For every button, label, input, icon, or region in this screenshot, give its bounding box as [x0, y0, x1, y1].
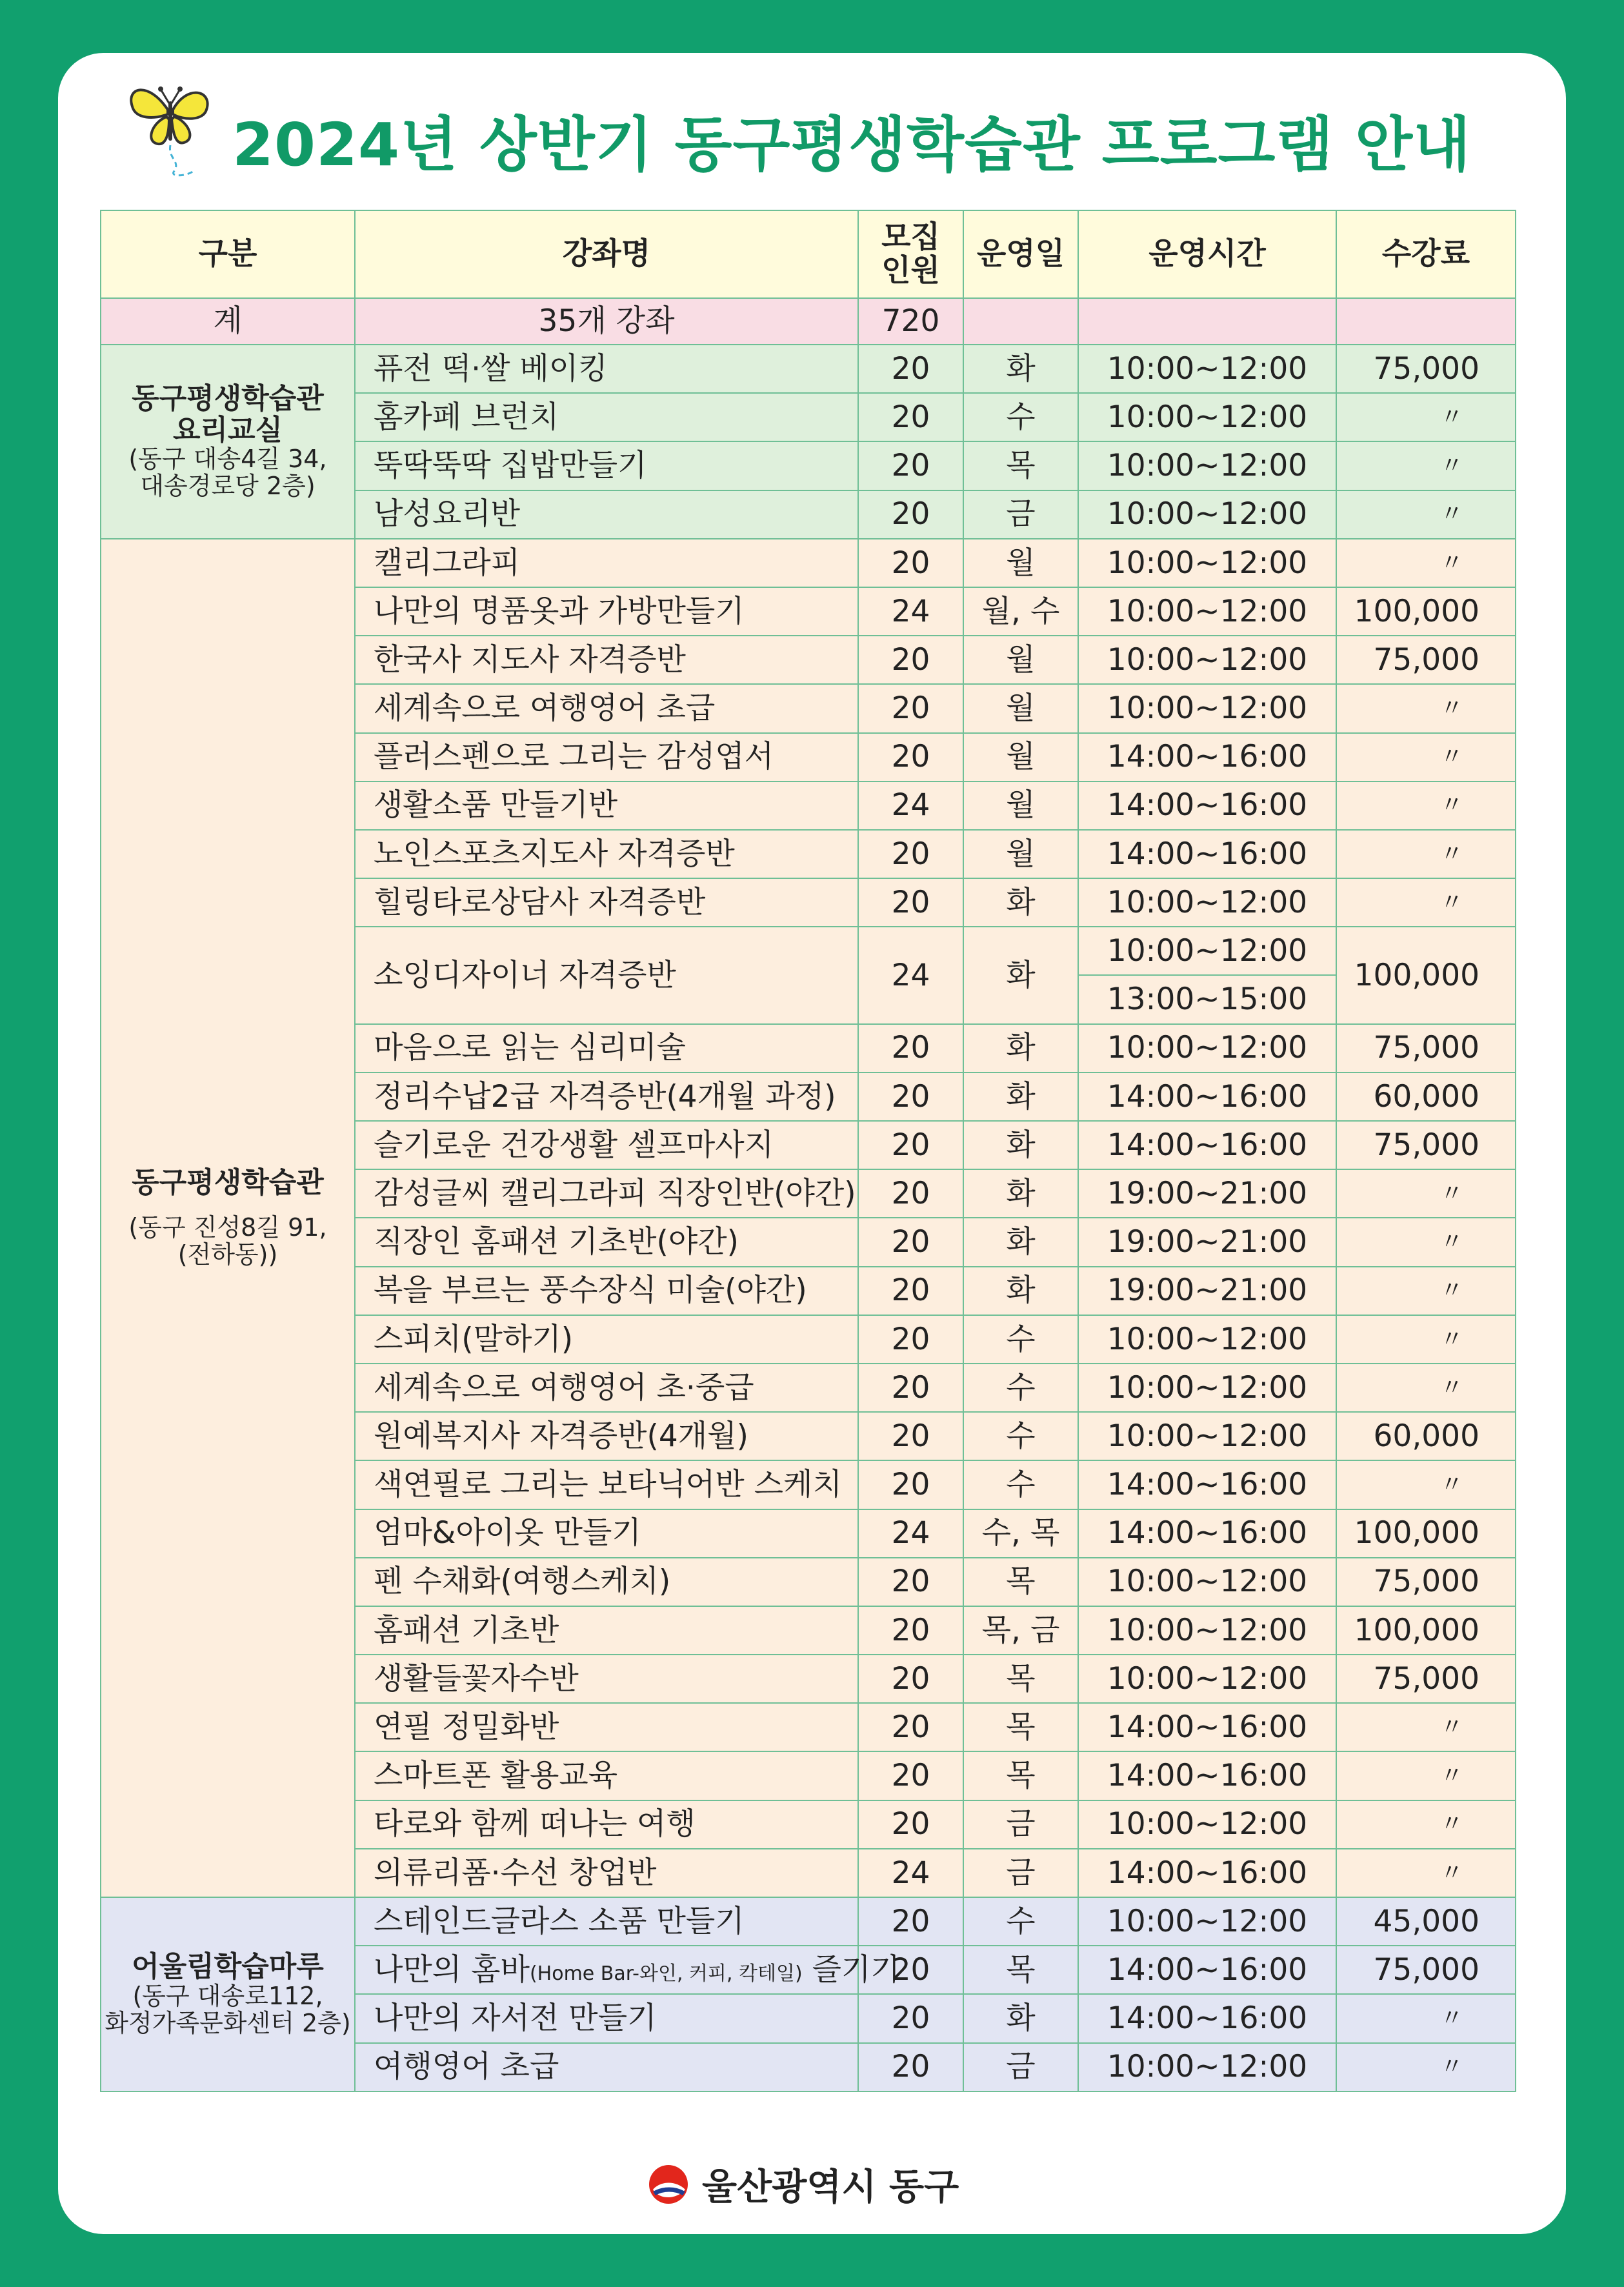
- capacity-cell: 20: [858, 733, 963, 781]
- course-title: 생활들꽃자수반: [374, 1660, 579, 1697]
- course-title: 슬기로운 건강생활 셀프마사지: [374, 1127, 774, 1163]
- fee-cell: 60,000: [1336, 1412, 1516, 1460]
- capacity-cell: 20: [858, 1703, 963, 1751]
- category-address-line2: (전하동)): [177, 1240, 278, 1269]
- course-title: 연필 정밀화반: [374, 1709, 559, 1745]
- capacity-cell: 20: [858, 1364, 963, 1412]
- day-cell: 화: [963, 345, 1078, 393]
- fee-cell: 〃: [1336, 1994, 1516, 2042]
- time-cell: 10:00~12:00: [1078, 1412, 1336, 1460]
- spacer: [101, 1199, 354, 1214]
- fee-cell: 100,000: [1336, 927, 1516, 1023]
- fee-cell: 100,000: [1336, 1606, 1516, 1655]
- capacity-cell: 20: [858, 1655, 963, 1703]
- course-name: [355, 1849, 858, 1897]
- fee-cell: 75,000: [1336, 1946, 1516, 1994]
- time-cell: 10:00~12:00: [1078, 587, 1336, 636]
- day-cell: 금: [963, 2043, 1078, 2091]
- time-cell: 10:00~12:00: [1078, 539, 1336, 587]
- day-cell: 목: [963, 1558, 1078, 1606]
- total-empty-day: [963, 298, 1078, 345]
- time-cell: 19:00~21:00: [1078, 1267, 1336, 1315]
- fee-cell: 75,000: [1336, 1558, 1516, 1606]
- category-cell: [101, 345, 355, 539]
- course-title: 스테인드글라스 소품 만들기: [374, 1903, 745, 1939]
- fee-cell: 〃: [1336, 539, 1516, 587]
- course-note: (Home Bar-와인, 커피, 칵테일): [529, 1962, 803, 1985]
- category-name: 동구평생학습관: [132, 382, 324, 416]
- course-name: [355, 1267, 858, 1315]
- capacity-cell: 24: [858, 1509, 963, 1558]
- course-title: 소잉디자이너 자격증반: [374, 957, 676, 993]
- total-empty-fee: [1336, 298, 1516, 345]
- capacity-cell: 20: [858, 345, 963, 393]
- course-title: 복을 부르는 풍수장식 미술(야간): [374, 1273, 807, 1309]
- course-title: 세계속으로 여행영어 초·중급: [374, 1369, 754, 1405]
- course-title: 색연필로 그리는 보타닉어반 스케치: [374, 1467, 842, 1503]
- day-cell: 목: [963, 441, 1078, 490]
- course-name: [355, 830, 858, 878]
- day-cell: 수, 목: [963, 1509, 1078, 1558]
- course-name: [355, 345, 858, 393]
- course-title: 홈패션 기초반: [374, 1612, 559, 1648]
- footer: [645, 2155, 1032, 2213]
- fee-cell: 75,000: [1336, 1121, 1516, 1169]
- table-row: [101, 1897, 1516, 1946]
- course-title-tail: 즐기기: [802, 1951, 900, 1988]
- fee-cell: 〃: [1336, 1169, 1516, 1218]
- course-title: 노인스포츠지도사 자격증반: [374, 836, 735, 872]
- fee-cell: 〃: [1336, 1751, 1516, 1800]
- capacity-cell: 20: [858, 1218, 963, 1266]
- course-title: 캘리그라피: [374, 545, 521, 581]
- course-name: [355, 2043, 858, 2091]
- day-cell: 월: [963, 684, 1078, 732]
- fee-cell: 75,000: [1336, 1024, 1516, 1073]
- day-cell: 화: [963, 927, 1078, 1023]
- total-row: [101, 298, 1516, 345]
- capacity-cell: 20: [858, 1897, 963, 1946]
- time-cell: 14:00~16:00: [1078, 1751, 1336, 1800]
- capacity-cell: 20: [858, 1606, 963, 1655]
- day-cell: 수: [963, 1897, 1078, 1946]
- course-name: [355, 1655, 858, 1703]
- header-capacity: [858, 210, 963, 298]
- time-cell: 10:00~12:00: [1078, 1364, 1336, 1412]
- course-title: 의류리폼·수선 창업반: [374, 1855, 657, 1891]
- capacity-cell: 20: [858, 1800, 963, 1849]
- category-name: 어울림학습마루: [132, 1950, 324, 1984]
- time-cell: 14:00~16:00: [1078, 1994, 1336, 2042]
- capacity-cell: 20: [858, 684, 963, 732]
- category-cell: [101, 539, 355, 1897]
- course-title: 직장인 홈패션 기초반(야간): [374, 1224, 739, 1260]
- header-course: 강좌명: [355, 210, 858, 298]
- fee-cell: 60,000: [1336, 1073, 1516, 1121]
- total-empty-time: [1078, 298, 1336, 345]
- course-name: [355, 393, 858, 441]
- time-cell: 10:00~12:00: [1078, 441, 1336, 490]
- time-cell: 10:00~12:00: [1078, 490, 1336, 539]
- time-cell: 10:00~12:00: [1078, 393, 1336, 441]
- fee-cell: 〃: [1336, 781, 1516, 830]
- day-cell: 화: [963, 1994, 1078, 2042]
- capacity-cell: 20: [858, 1946, 963, 1994]
- day-cell: 화: [963, 1024, 1078, 1073]
- course-name: [355, 1073, 858, 1121]
- day-cell: 월: [963, 830, 1078, 878]
- page-title: 2024년 상반기 동구평생학습관 프로그램 안내: [232, 110, 1471, 179]
- course-title: 마음으로 읽는 심리미술: [374, 1030, 686, 1066]
- total-label: 계: [101, 298, 355, 345]
- fee-cell: 〃: [1336, 1703, 1516, 1751]
- course-name: [355, 1509, 858, 1558]
- course-title: 생활소품 만들기반: [374, 787, 618, 823]
- course-title: 스마트폰 활용교육: [374, 1758, 618, 1794]
- fee-cell: 45,000: [1336, 1897, 1516, 1946]
- category-address: (동구 진성8길 91,: [128, 1213, 327, 1242]
- header-capacity-line2: 인원: [881, 253, 940, 288]
- course-name: [355, 733, 858, 781]
- time-cell: 14:00~16:00: [1078, 1460, 1336, 1509]
- day-cell: 수: [963, 1364, 1078, 1412]
- time-cell: 14:00~16:00: [1078, 830, 1336, 878]
- footer-org: 울산광역시 동구: [702, 2166, 959, 2208]
- course-title: 나만의 홈바: [374, 1951, 530, 1988]
- category-address: (동구 대송4길 34,: [128, 444, 327, 473]
- day-cell: 월: [963, 539, 1078, 587]
- course-name: [355, 1121, 858, 1169]
- day-cell: 월: [963, 733, 1078, 781]
- course-name: [355, 1703, 858, 1751]
- fee-cell: 〃: [1336, 2043, 1516, 2091]
- fee-cell: 〃: [1336, 830, 1516, 878]
- category-cell: [101, 1897, 355, 2091]
- capacity-cell: 20: [858, 830, 963, 878]
- course-title: 정리수납2급 자격증반(4개월 과정): [374, 1078, 836, 1114]
- course-name: [355, 539, 858, 587]
- category-address-line2: 대송경로당 2층): [140, 471, 316, 500]
- course-name: [355, 878, 858, 927]
- course-title: 퓨전 떡·쌀 베이킹: [374, 350, 608, 387]
- day-cell: 목: [963, 1751, 1078, 1800]
- day-cell: 수: [963, 1412, 1078, 1460]
- time-cell: 14:00~16:00: [1078, 1121, 1336, 1169]
- fee-cell: 〃: [1336, 441, 1516, 490]
- course-title: 엄마&아이옷 만들기: [374, 1515, 641, 1551]
- capacity-cell: 20: [858, 1169, 963, 1218]
- course-name: [355, 1558, 858, 1606]
- header-fee: 수강료: [1336, 210, 1516, 298]
- course-name: [355, 927, 858, 1023]
- capacity-cell: 20: [858, 1024, 963, 1073]
- time-cell: 10:00~12:00: [1078, 636, 1336, 684]
- day-cell: 화: [963, 1218, 1078, 1266]
- day-cell: 수: [963, 393, 1078, 441]
- capacity-cell: 20: [858, 1267, 963, 1315]
- course-title: 홈카페 브런치: [374, 399, 559, 435]
- time-cell: 10:00~12:00: [1078, 1024, 1336, 1073]
- fee-cell: 〃: [1336, 1218, 1516, 1266]
- time-cell: 14:00~16:00: [1078, 1509, 1336, 1558]
- fee-cell: 75,000: [1336, 1655, 1516, 1703]
- fee-cell: 100,000: [1336, 587, 1516, 636]
- capacity-cell: 20: [858, 1460, 963, 1509]
- day-cell: 목, 금: [963, 1606, 1078, 1655]
- day-cell: 목: [963, 1655, 1078, 1703]
- capacity-cell: 20: [858, 393, 963, 441]
- time-cell: 10:00~12:00: [1078, 684, 1336, 732]
- fee-cell: 〃: [1336, 733, 1516, 781]
- course-name: [355, 587, 858, 636]
- capacity-cell: 20: [858, 1121, 963, 1169]
- time-cell: 19:00~21:00: [1078, 1218, 1336, 1266]
- course-name: [355, 1024, 858, 1073]
- fee-cell: 〃: [1336, 1267, 1516, 1315]
- day-cell: 화: [963, 1267, 1078, 1315]
- fee-cell: 〃: [1336, 878, 1516, 927]
- day-cell: 화: [963, 1073, 1078, 1121]
- capacity-cell: 24: [858, 587, 963, 636]
- table-header-row: [101, 210, 1516, 298]
- day-cell: 금: [963, 490, 1078, 539]
- course-title: 힐링타로상담사 자격증반: [374, 884, 706, 920]
- time-cell: 14:00~16:00: [1078, 781, 1336, 830]
- course-name: [355, 1800, 858, 1849]
- day-cell: 월: [963, 636, 1078, 684]
- course-title: 남성요리반: [374, 496, 521, 532]
- butterfly-icon: [123, 74, 219, 177]
- course-name: [355, 781, 858, 830]
- time-cell: 10:00~12:00: [1078, 1800, 1336, 1849]
- fee-cell: 100,000: [1336, 1509, 1516, 1558]
- time-cell: 10:00~12:00: [1078, 345, 1336, 393]
- day-cell: 화: [963, 1169, 1078, 1218]
- course-name: [355, 1169, 858, 1218]
- course-name: [355, 1315, 858, 1364]
- capacity-cell: 20: [858, 1315, 963, 1364]
- table-row: [101, 345, 1516, 393]
- course-name: [355, 1460, 858, 1509]
- course-title: 감성글씨 캘리그라피 직장인반(야간): [374, 1175, 856, 1211]
- course-name: [355, 636, 858, 684]
- day-cell: 목: [963, 1703, 1078, 1751]
- course-name: [355, 441, 858, 490]
- header-category: 구분: [101, 210, 355, 298]
- capacity-cell: 20: [858, 1994, 963, 2042]
- capacity-cell: 24: [858, 781, 963, 830]
- day-cell: 화: [963, 1121, 1078, 1169]
- fee-cell: 〃: [1336, 490, 1516, 539]
- capacity-cell: 20: [858, 1073, 963, 1121]
- capacity-cell: 20: [858, 1412, 963, 1460]
- time-cell: 14:00~16:00: [1078, 1849, 1336, 1897]
- capacity-cell: 20: [858, 441, 963, 490]
- time-cell: 10:00~12:00: [1078, 1606, 1336, 1655]
- course-title: 스피치(말하기): [374, 1321, 574, 1357]
- course-title: 세계속으로 여행영어 초급: [374, 690, 716, 727]
- capacity-cell: 20: [858, 1751, 963, 1800]
- course-name: [355, 1364, 858, 1412]
- course-title: 여행영어 초급: [374, 2049, 559, 2085]
- total-capacity: 720: [858, 298, 963, 345]
- fee-cell: 75,000: [1336, 345, 1516, 393]
- day-cell: 수: [963, 1315, 1078, 1364]
- course-name: [355, 490, 858, 539]
- course-title: 나만의 명품옷과 가방만들기: [374, 593, 745, 629]
- fee-cell: 75,000: [1336, 636, 1516, 684]
- course-name: [355, 1946, 900, 1994]
- course-name: [355, 1606, 858, 1655]
- capacity-cell: 20: [858, 878, 963, 927]
- course-title: 펜 수채화(여행스케치): [374, 1564, 671, 1600]
- program-table: [100, 210, 1516, 2092]
- time-cell-second: 13:00~15:00: [1078, 975, 1336, 1023]
- day-cell: 화: [963, 878, 1078, 927]
- capacity-cell: 20: [858, 490, 963, 539]
- fee-cell: 〃: [1336, 1800, 1516, 1849]
- capacity-cell: 20: [858, 539, 963, 587]
- capacity-cell: 20: [858, 1558, 963, 1606]
- day-cell: 수: [963, 1460, 1078, 1509]
- course-title: 뚝딱뚝딱 집밥만들기: [374, 448, 647, 484]
- time-cell: 10:00~12:00: [1078, 2043, 1336, 2091]
- day-cell: 금: [963, 1800, 1078, 1849]
- category-name: 동구평생학습관: [132, 1166, 324, 1200]
- course-title: 타로와 함께 떠나는 여행: [374, 1806, 696, 1842]
- category-address-line2: 화정가족문화센터 2층): [105, 2008, 351, 2037]
- time-cell: 14:00~16:00: [1078, 733, 1336, 781]
- category-name-line2: 요리교실: [172, 413, 283, 447]
- capacity-cell: 20: [858, 2043, 963, 2091]
- course-title: 한국사 지도사 자격증반: [374, 641, 686, 678]
- time-cell: 14:00~16:00: [1078, 1703, 1336, 1751]
- fee-cell: 〃: [1336, 684, 1516, 732]
- time-cell: 10:00~12:00: [1078, 878, 1336, 927]
- fee-cell: 〃: [1336, 1849, 1516, 1897]
- day-cell: 목: [963, 1946, 1078, 1994]
- fee-cell: 〃: [1336, 393, 1516, 441]
- time-cell: 10:00~12:00: [1078, 1655, 1336, 1703]
- course-name: [355, 1412, 858, 1460]
- table-row: [101, 539, 1516, 587]
- capacity-cell: 24: [858, 1849, 963, 1897]
- fee-cell: 〃: [1336, 1364, 1516, 1412]
- time-cell: 10:00~12:00: [1078, 1558, 1336, 1606]
- time-cell: 10:00~12:00: [1078, 1315, 1336, 1364]
- time-cell: 10:00~12:00: [1078, 927, 1336, 975]
- course-name: [355, 1218, 858, 1266]
- total-courses: 35개 강좌: [355, 298, 858, 345]
- header-time: 운영시간: [1078, 210, 1336, 298]
- header-capacity-line1: 모집: [881, 219, 940, 256]
- course-title: 원예복지사 자격증반(4개월): [374, 1418, 748, 1454]
- course-name: [355, 1751, 858, 1800]
- fee-cell: 〃: [1336, 1460, 1516, 1509]
- course-title: 플러스펜으로 그리는 감성엽서: [374, 739, 774, 775]
- day-cell: 월: [963, 781, 1078, 830]
- course-name: [355, 684, 858, 732]
- category-address: (동구 대송로112,: [132, 1981, 323, 2010]
- header-day: 운영일: [963, 210, 1078, 298]
- capacity-cell: 20: [858, 636, 963, 684]
- fee-cell: 〃: [1336, 1315, 1516, 1364]
- time-cell: 10:00~12:00: [1078, 1897, 1336, 1946]
- time-cell: 14:00~16:00: [1078, 1073, 1336, 1121]
- time-cell: 19:00~21:00: [1078, 1169, 1336, 1218]
- dong-gu-logo-icon: [645, 2161, 692, 2208]
- course-title: 나만의 자서전 만들기: [374, 2000, 657, 2037]
- time-cell: 14:00~16:00: [1078, 1946, 1336, 1994]
- day-cell: 금: [963, 1849, 1078, 1897]
- course-name: [355, 1897, 858, 1946]
- capacity-cell: 24: [858, 927, 963, 1023]
- day-cell: 월, 수: [963, 587, 1078, 636]
- course-name: [355, 1994, 858, 2042]
